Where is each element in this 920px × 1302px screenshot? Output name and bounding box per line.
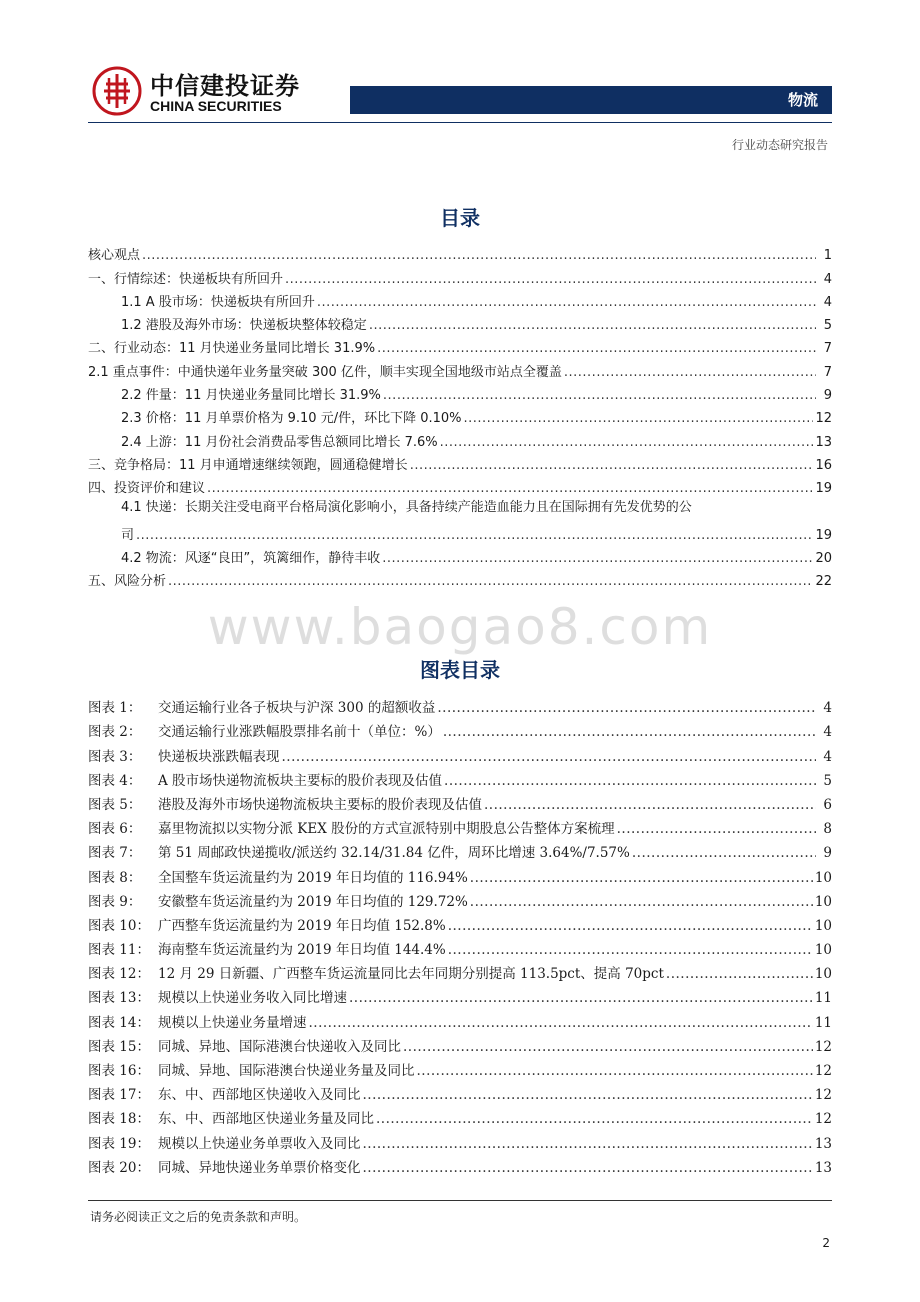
toc-entry[interactable] [88,496,832,543]
leader-dots [369,320,816,333]
figure-caption: 交通运输行业各子板块与沪深 300 的超额收益 [158,700,436,717]
figure-page-number: 10 [814,942,832,959]
toc-title: 目录 [440,206,480,230]
header-divider [88,122,832,123]
toc-page-number: 7 [823,341,832,357]
toc-page-number: 1 [823,248,832,264]
figure-caption: 嘉里物流拟以实物分派 KEX 股份的方式宣派特别中期股息公告整体方案梳理 [158,821,615,838]
leader-dots [377,343,816,356]
figure-caption: 规模以上快递业务量增速 [158,1014,307,1031]
leader-dots [349,993,813,1007]
figure-entry[interactable] [88,789,832,813]
figure-page-number: 4 [823,700,832,717]
figure-label: 图表 11： [88,942,150,959]
toc-entry-text: 二、行业动态：11 月快递业务量同比增长 31.9% [88,341,376,357]
leader-dots [376,1114,813,1128]
figure-page-number: 10 [814,966,832,983]
figure-caption: 海南整车货运流量约为 2019 年日均值 144.4% [158,942,446,959]
leader-dots [382,553,813,566]
figure-entry[interactable] [88,1152,832,1176]
figure-label: 图表 5： [88,796,142,813]
toc-entry-text: 2.1 重点事件：中通快递年业务量突破 300 亿件，顺丰实现全国地级市站点全覆盖 [88,364,562,380]
toc-entry[interactable] [88,356,832,379]
footer-divider [88,1200,832,1201]
leader-dots [363,1162,813,1176]
toc-page-number: 19 [815,481,832,497]
toc-entry-text: 一、行情综述：快递板块有所回升 [88,271,284,287]
toc-entry[interactable] [88,426,832,449]
figure-label: 图表 1： [88,700,142,717]
figure-label: 图表 6： [88,821,142,838]
figure-caption: 港股及海外市场快递物流板块主要标的股价表现及估值 [158,796,482,813]
figure-page-number: 12 [814,1111,832,1128]
toc-list [88,240,832,589]
brand-name-en: CHINA SECURITIES [150,98,282,114]
figure-caption: 同城、异地、国际港澳台快递业务量及同比 [158,1063,415,1079]
figure-entry[interactable] [88,1031,832,1055]
figure-entry[interactable] [88,740,832,764]
toc-entry[interactable] [88,566,832,589]
figure-entry[interactable] [88,813,832,837]
toc-page-number: 7 [823,364,832,380]
leader-dots [464,413,814,426]
toc-page-number: 4 [823,271,832,287]
toc-entry-text: 五、风险分析 [88,574,167,590]
toc-entry[interactable] [88,287,832,310]
figure-label: 图表 16： [88,1063,150,1079]
toc-entry[interactable] [88,240,832,263]
leader-dots [403,1041,813,1055]
figure-page-number: 13 [814,1135,832,1152]
toc-entry[interactable] [88,450,832,473]
toc-entry[interactable] [88,403,832,426]
leader-dots [617,824,816,838]
leader-dots [142,250,816,263]
figure-page-number: 4 [823,748,832,765]
figure-page-number: 6 [823,796,832,813]
toc-entry-text: 四、投资评价和建议 [88,481,206,497]
figure-entry[interactable] [88,1055,832,1079]
report-type-label: 行业动态研究报告 [731,138,828,152]
toc-entry-text-cont: 司 [121,527,135,543]
leader-dots [317,297,816,310]
figure-entry[interactable] [88,1079,832,1103]
toc-entry[interactable] [88,473,832,496]
toc-entry-text: 1.2 港股及海外市场：快递板块整体较稳定 [121,318,367,334]
figure-label: 图表 18： [88,1111,150,1128]
figure-label: 图表 7： [88,845,142,862]
leader-dots [632,848,816,862]
figure-entry[interactable] [88,1127,832,1151]
figure-page-number: 10 [814,869,832,886]
toc-page-number: 16 [815,457,832,473]
toc-page-number: 4 [823,294,832,310]
figure-caption: 全国整车货运流量约为 2019 年日均值的 116.94% [158,869,468,886]
figure-caption: 东、中、西部地区快递收入及同比 [158,1087,361,1104]
leader-dots [444,775,816,789]
toc-entry[interactable] [88,333,832,356]
toc-page-number: 9 [823,388,832,404]
figure-caption: 安徽整车货运流量约为 2019 年日均值的 129.72% [158,893,468,910]
figure-page-number: 12 [814,1087,832,1104]
figure-page-number: 10 [814,893,832,910]
leader-dots [470,872,813,886]
leader-dots [470,896,813,910]
leader-dots [448,920,813,934]
toc-entry-text: 核心观点 [88,248,141,264]
figure-entry[interactable] [88,716,832,740]
figure-label: 图表 3： [88,748,142,765]
figure-caption: 同城、异地快递业务单票价格变化 [158,1159,361,1176]
leader-dots [285,274,816,287]
figure-label: 图表 15： [88,1038,150,1055]
figure-entry[interactable] [88,1006,832,1030]
brand-name-cn: 中信建投证券 [150,72,300,100]
figure-label: 图表 4： [88,772,142,789]
toc-entry-text: 4.2 物流：风逐“良田”，筑篱细作，静待丰收 [121,551,381,567]
leader-dots [207,483,813,496]
figure-label: 图表 9： [88,893,142,910]
figure-caption: 12 月 29 日新疆、广西整车货运流量同比去年同期分别提高 113.5pct、提高 70pct [158,966,664,983]
figure-entry[interactable] [88,837,832,861]
toc-page-number: 13 [815,434,832,450]
figure-entry[interactable] [88,1103,832,1127]
leader-dots [168,576,813,589]
leader-dots [417,1066,813,1080]
toc-page-number: 12 [815,411,832,427]
leader-dots [484,799,816,813]
sector-banner: 物流 [350,86,832,114]
leader-dots [437,703,816,717]
figure-caption: 广西整车货运流量约为 2019 年日均值 152.8% [158,917,446,934]
toc-entry-text: 2.3 价格：11 月单票价格为 9.10 元/件，环比下降 0.10% [121,411,462,427]
leader-dots [136,530,813,543]
figures-title: 图表目录 [420,658,500,682]
figure-caption: 第 51 周邮政快递揽收/派送约 32.14/31.84 亿件，周环比增速 3.64%/7.57% [158,845,630,862]
leader-dots [448,945,813,959]
figure-page-number: 9 [823,845,832,862]
figure-page-number: 12 [814,1038,832,1055]
toc-entry[interactable] [88,310,832,333]
toc-entry[interactable] [88,263,832,286]
toc-page-number: 20 [815,551,832,567]
company-logo-icon [92,66,142,116]
figure-page-number: 12 [814,1063,832,1079]
leader-dots [410,460,814,473]
leader-dots [564,367,816,380]
figure-entry[interactable] [88,692,832,716]
toc-page-number: 19 [815,527,832,543]
leader-dots [363,1138,813,1152]
leader-dots [666,969,813,983]
leader-dots [383,390,816,403]
toc-entry-text: 2.4 上游：11 月份社会消费品零售总额同比增长 7.6% [121,434,438,450]
leader-dots [282,751,817,765]
figure-caption: 东、中、西部地区快递业务量及同比 [158,1111,374,1128]
figure-caption: A 股市场快递物流板块主要标的股价表现及估值 [158,772,443,789]
figure-entry[interactable] [88,765,832,789]
figure-caption: 规模以上快递业务单票收入及同比 [158,1135,361,1152]
figure-label: 图表 13： [88,990,150,1007]
leader-dots [363,1090,813,1104]
watermark: www.baogao8.com [207,598,713,656]
figure-entry[interactable] [88,910,832,934]
toc-entry-text: 1.1 A 股市场：快递板块有所回升 [121,294,315,310]
figure-label: 图表 20： [88,1159,150,1176]
figure-entry[interactable] [88,958,832,982]
figure-page-number: 11 [814,1014,832,1031]
toc-page-number: 5 [823,318,832,334]
figure-label: 图表 2： [88,724,142,741]
toc-entry-text: 三、竞争格局：11 月申通增速继续领跑，圆通稳健增长 [88,457,408,473]
figure-caption: 同城、异地、国际港澳台快递收入及同比 [158,1038,401,1055]
figure-entry[interactable] [88,861,832,885]
disclaimer-text: 请务必阅读正文之后的免责条款和声明。 [90,1210,307,1224]
figure-label: 图表 19： [88,1135,150,1152]
toc-entry[interactable] [88,380,832,403]
leader-dots [443,727,816,741]
figures-list [88,692,832,1176]
leader-dots [440,437,814,450]
figure-caption: 快递板块涨跌幅表现 [158,748,280,765]
figure-page-number: 4 [823,724,832,741]
toc-entry-text: 2.2 件量：11 月快递业务量同比增长 31.9% [121,388,381,404]
toc-page-number: 22 [815,574,832,590]
figure-entry[interactable] [88,934,832,958]
figure-page-number: 5 [823,772,832,789]
figure-page-number: 10 [814,917,832,934]
page-number: 2 [822,1236,830,1250]
figure-page-number: 8 [823,821,832,838]
figure-label: 图表 14： [88,1014,150,1031]
toc-entry[interactable] [88,543,832,566]
figure-entry[interactable] [88,982,832,1006]
figure-entry[interactable] [88,886,832,910]
figure-page-number: 11 [814,990,832,1007]
figure-caption: 规模以上快递业务收入同比增速 [158,990,347,1007]
figure-label: 图表 12： [88,966,150,983]
figure-label: 图表 8： [88,869,142,886]
figure-page-number: 13 [814,1159,832,1176]
figure-caption: 交通运输行业涨跌幅股票排名前十（单位：%） [158,724,441,741]
leader-dots [309,1017,813,1031]
toc-entry-text: 4.1 快递：长期关注受电商平台格局演化影响小，具备持续产能造血能力且在国际拥有先发优势的公 [121,500,692,516]
figure-label: 图表 10： [88,917,150,934]
figure-label: 图表 17： [88,1087,150,1104]
